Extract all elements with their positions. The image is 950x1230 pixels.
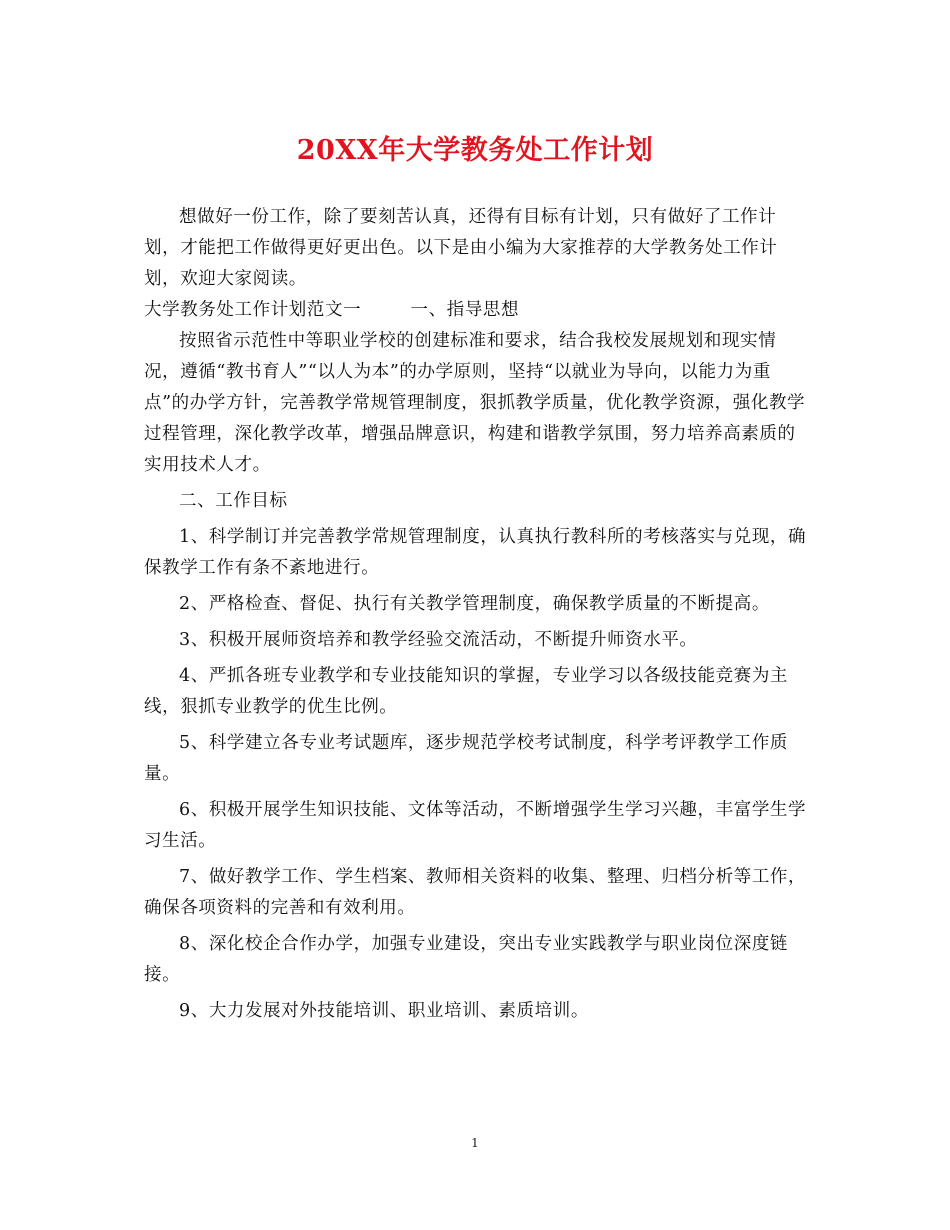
goal-item-4: 4、严抓各班专业教学和专业技能知识的掌握，专业学习以各级技能竞赛为主线，狠抓专业教学的优生比例。 — [144, 666, 789, 717]
section2-heading: 二、工作目标 — [179, 491, 288, 511]
goal-item-3: 3、积极开展师资培养和教学经验交流活动，不断提升师资水平。 — [179, 630, 698, 650]
goal-item-2: 2、严格检查、督促、执行有关教学管理制度，确保教学质量的不断提高。 — [179, 594, 770, 614]
page-number: 1 — [471, 1136, 479, 1150]
sample-heading: 大学教务处工作计划范文一 — [144, 300, 362, 320]
goal-item-1: 1、科学制订并完善教学常规管理制度，认真执行教科所的考核落实与兑现，确保教学工作有条不紊地进行。 — [144, 527, 807, 578]
intro-paragraph: 想做好一份工作，除了要刻苦认真，还得有目标有计划，只有做好了工作计划，才能把工作做得更好更出色。以下是由小编为大家推荐的大学教务处工作计划，欢迎大家阅读。 — [144, 207, 778, 289]
document-body — [144, 202, 808, 1027]
goal-item-7: 7、做好教学工作、学生档案、教师相关资料的收集、整理、归档分析等工作，确保各项资料的完善和有效利用。 — [144, 867, 807, 918]
sample-heading-line — [144, 295, 808, 326]
goal-item-5: 5、科学建立各专业考试题库，逐步规范学校考试制度，科学考评教学工作质量。 — [144, 733, 789, 784]
goal-item-8: 8、深化校企合作办学，加强专业建设，突出专业实践教学与职业岗位深度链接。 — [144, 934, 789, 985]
document-title: 20XX年大学教务处工作计划 — [296, 135, 654, 166]
section1-paragraph: 按照省示范性中等职业学校的创建标准和要求，结合我校发展规划和现实情况，遵循“教书育人”“以人为本”的办学原则，坚持“以就业为导向，以能力为重点”的办学方针，完善教学常规管理制度，狠抓教学质量，优化教学资源，强化教学过程管理，深化教学改革，增强品牌意识，构建和谐教学氛围，努力培养高素质的实用技术人才。 — [144, 331, 806, 475]
goal-item-6: 6、积极开展学生知识技能、文体等活动，不断增强学生学习兴趣，丰富学生学习生活。 — [144, 800, 807, 851]
section1-heading: 一、指导思想 — [410, 300, 520, 320]
goal-item-9: 9、大力发展对外技能培训、职业培训、素质培训。 — [179, 1001, 589, 1021]
